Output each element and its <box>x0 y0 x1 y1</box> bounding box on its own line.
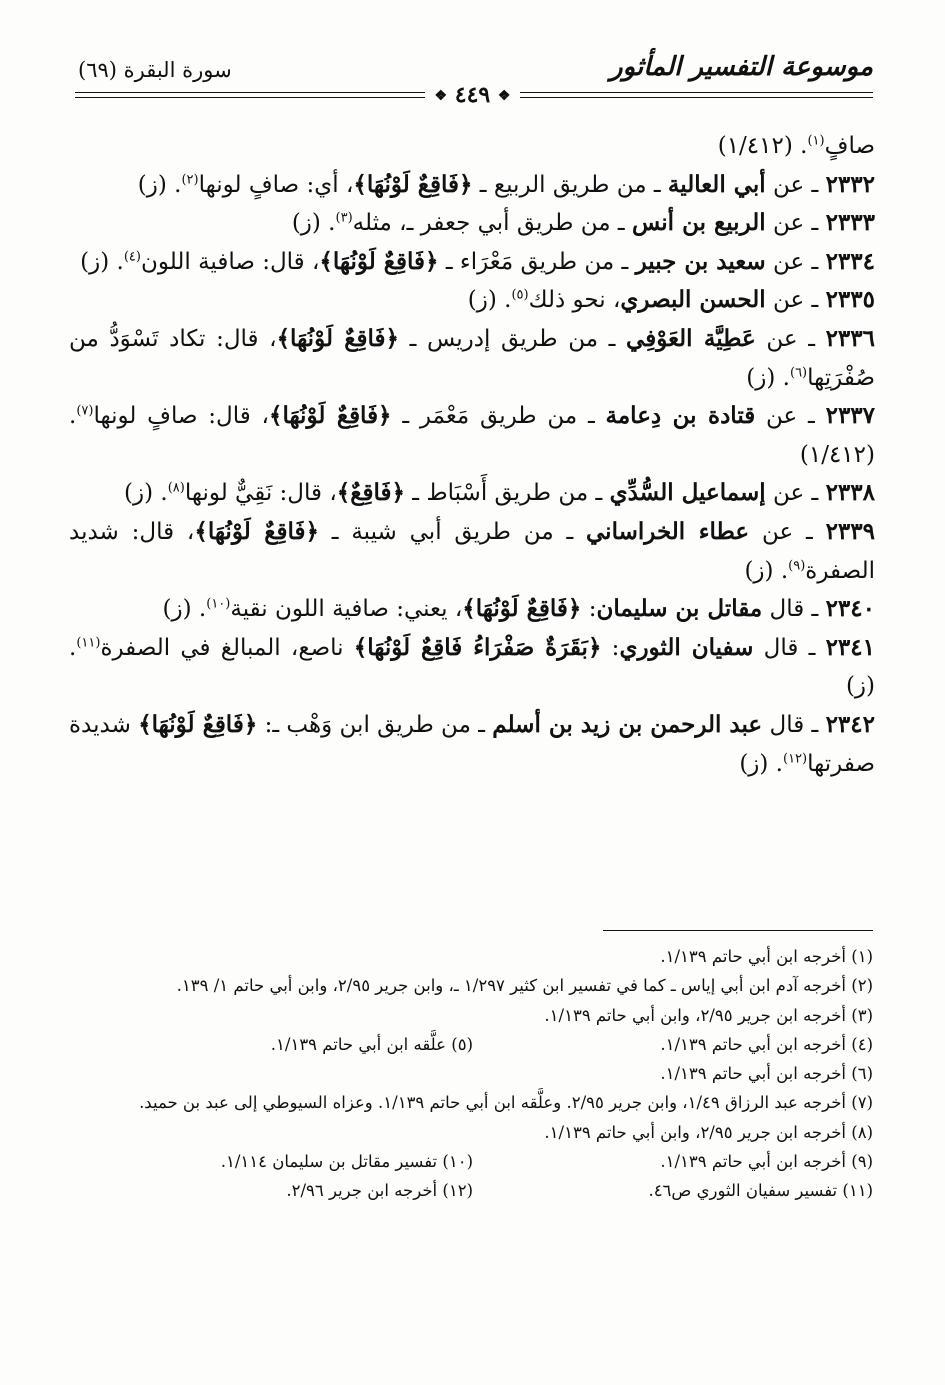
text: ـ قال <box>762 711 826 738</box>
footnote-10: (١٠) تفسير مقاتل بن سليمان ١/١١٤. <box>220 1152 473 1172</box>
entry-2337 <box>69 397 875 474</box>
footnote-ref: (٧) <box>76 403 94 419</box>
entry-number: ٢٣٤٠ <box>825 595 875 623</box>
narrator-name: الحسن البصري <box>620 286 766 314</box>
text: ـ عن <box>755 325 826 352</box>
footnote-4: (٤) أخرجه ابن أبي حاتم ١/١٣٩. <box>660 1034 873 1054</box>
footnote-ref: (١٢) <box>783 750 808 766</box>
footnote-6: (٦) أخرجه ابن أبي حاتم ١/١٣٩. <box>660 1064 873 1084</box>
footnote-ref: (٢) <box>181 171 199 187</box>
text: ، قال: نَقِيٌّ لونها <box>184 480 337 507</box>
text: ـ عن <box>765 171 826 198</box>
footnote-ref: (٦) <box>789 364 808 380</box>
quran-quote: ﴿فَاقِعٌ لَوْنُهَا﴾ <box>276 324 399 352</box>
book-title: موسوعة التفسير المأثور <box>610 52 873 82</box>
footnote-1: (١) أخرجه ابن أبي حاتم ١/١٣٩. <box>660 947 873 966</box>
text: ـ من طريق الربيع ـ <box>472 171 668 198</box>
footnote-ref: (٨) <box>167 480 185 496</box>
entry-2333 <box>69 204 875 243</box>
main-text <box>69 127 875 783</box>
text: ـ من طريق مَعْمَر ـ <box>391 403 606 430</box>
text: ، قال: تكاد تَسْوَدُّ من صُفْرَتِها <box>69 325 875 391</box>
page-number-box <box>0 82 945 108</box>
footnotes <box>73 942 873 1206</box>
text: . (ز) <box>124 480 168 507</box>
page-number <box>425 82 521 108</box>
text: . (ز) <box>137 171 182 198</box>
text: ، أي: صافٍ لونها <box>198 171 354 198</box>
text: . (١/٤١٢) <box>717 133 808 159</box>
footnote-ref: (١) <box>807 133 825 149</box>
narrator-name: عَطِيَّة العَوْفِي <box>626 324 756 352</box>
footnote-3: (٣) أخرجه ابن جرير ٢/٩٥، وابن أبي حاتم ١/١٣٩. <box>544 1005 873 1025</box>
footnote-7: (٧) أخرجه عبد الرزاق ١/٤٩، وابن جرير ٢/٩٥. وعلَّقه ابن أبي حاتم ١/١٣٩. وعزاه السيوطي إلى عبد بن حميد. <box>139 1093 873 1113</box>
text: ـ من طريق مَعْرَاء ـ <box>438 248 636 275</box>
footnote-5: (٥) علَّقه ابن أبي حاتم ١/١٣٩. <box>270 1034 473 1054</box>
text: : <box>581 596 597 623</box>
footnote-ref: (٣) <box>335 210 353 226</box>
quran-quote: ﴿بَقَرَةٌ صَفْرَاءُ فَاقِعٌ لَوْنُهَا﴾ <box>353 633 602 661</box>
footnote-ref: (٤) <box>123 249 141 265</box>
text: ، قال: صافٍ لونها <box>93 403 269 430</box>
footnote-ref: (١٠) <box>206 596 231 612</box>
quran-quote: ﴿فَاقِعٌ لَوْنُهَا﴾ <box>353 170 473 198</box>
narrator-name: قتادة بن دِعامة <box>605 402 756 430</box>
text: : <box>601 634 620 661</box>
text: ـ عن <box>765 248 826 275</box>
surah-reference: سورة البقرة (٦٩) <box>78 58 232 82</box>
entry-number: ٢٣٣٥ <box>825 286 875 314</box>
text: . (ز) <box>744 557 789 584</box>
text: . (ز) <box>80 248 124 275</box>
entry-2341 <box>69 629 875 706</box>
text: ـ عن <box>765 287 826 314</box>
footnote-row <box>73 1030 873 1059</box>
quran-quote: ﴿فَاقِعٌ لَوْنُهَا﴾ <box>319 247 439 275</box>
text: شديدة صفرتها <box>69 711 875 777</box>
text: ـ من طريق أبي جعفر ـ، <box>391 210 632 237</box>
footnote-12: (١٢) أخرجه ابن جرير ٢/٩٦. <box>286 1181 473 1201</box>
quran-quote: ﴿فَاقِعٌ لَوْنُهَا﴾ <box>194 517 319 545</box>
text: . (١/٤١٢) <box>69 403 875 468</box>
entry-2335 <box>69 281 875 320</box>
page-number-value: ٤٤٩ <box>454 82 491 108</box>
footnote-2: (٢) أخرجه آدم ابن أبي إياس ـ كما في تفسير ابن كثير ١/٢٩٧ ـ، وابن جرير ٢/٩٥، وابن أبي حاتم ١/ ١٣٩. <box>176 976 873 996</box>
text: ـ من طريق أَسْبَاط ـ <box>404 480 610 507</box>
text: ، قال: صافية اللون <box>140 248 320 275</box>
narrator-name: عبد الرحمن بن زيد بن أسلم <box>492 710 763 738</box>
quran-quote: ﴿فَاقِعٌ لَوْنُهَا﴾ <box>138 710 258 738</box>
footnote-8: (٨) أخرجه ابن جرير ٢/٩٥، وابن أبي حاتم ١/١٣٩. <box>544 1122 873 1142</box>
text: ـ من طريق أبي شيبة ـ <box>318 518 587 545</box>
narrator-name: عطاء الخراساني <box>586 517 750 545</box>
text: ، <box>605 287 621 314</box>
entry-2338 <box>69 474 875 513</box>
narrator-name: سفيان الثوري <box>619 633 754 661</box>
text: ـ عن <box>749 518 826 545</box>
entry-number: ٢٣٤١ <box>825 633 875 661</box>
narrator-name: الربيع بن أنس <box>631 209 766 237</box>
quran-quote: ﴿فَاقِعٌ لَوْنُهَا﴾ <box>268 402 392 430</box>
footnote-ref: (٥) <box>511 287 529 303</box>
text: . (ز) <box>291 210 336 237</box>
text: نحو ذلك <box>528 287 606 314</box>
text: . (ز) <box>162 596 207 623</box>
entry-number: ٢٣٣٣ <box>825 209 875 237</box>
text: ناصع، المبالغ في الصفرة <box>100 634 354 661</box>
text: ، قال: شديد الصفرة <box>69 518 875 584</box>
entry-number: ٢٣٤٢ <box>825 710 875 738</box>
quran-quote: ﴿فَاقِعٌ لَوْنُهَا﴾ <box>462 595 582 623</box>
entry-2340 <box>69 590 875 629</box>
entry-number: ٢٣٣٢ <box>825 170 875 198</box>
narrator-name: سعيد بن جبير <box>635 247 766 275</box>
quran-quote: ﴿فَاقِعٌ﴾ <box>336 479 405 507</box>
text: . (ز) <box>467 287 512 314</box>
footnote-ref: (٩) <box>788 557 806 573</box>
ornament-icon: ❖ <box>434 88 448 104</box>
entry-2339 <box>69 513 875 590</box>
text: ـ قال <box>762 596 826 623</box>
text: ـ عن <box>765 210 826 237</box>
entry-2332 <box>69 166 875 205</box>
text: . (ز) <box>739 750 783 777</box>
text: ـ من طريق ابن وَهْب ـ: <box>257 711 493 738</box>
paragraph-continuation <box>69 127 875 166</box>
text: ـ عن <box>765 480 826 507</box>
text: ـ عن <box>755 403 826 430</box>
entry-number: ٢٣٣٩ <box>825 517 875 545</box>
footnote-9: (٩) أخرجه ابن أبي حاتم ١/١٣٩. <box>660 1152 873 1172</box>
entry-2336 <box>69 320 875 397</box>
entry-2342 <box>69 706 875 783</box>
text: ـ قال <box>753 634 826 661</box>
text: صافٍ <box>824 133 875 159</box>
narrator-name: مقاتل بن سليمان <box>596 595 763 623</box>
footnote-row <box>73 1176 873 1205</box>
ornament-icon: ❖ <box>497 88 511 104</box>
entry-2334 <box>69 243 875 282</box>
footnote-ref: (١١) <box>76 635 101 651</box>
footnote-11: (١١) تفسير سفيان الثوري ص٤٦. <box>648 1181 873 1201</box>
narrator-name: إسماعيل السُّدِّي <box>609 479 766 507</box>
text: ـ من طريق إدريس ـ <box>398 325 627 352</box>
text: . (ز) <box>746 364 790 391</box>
entry-number: ٢٣٣٧ <box>825 402 876 430</box>
narrator-name: أبي العالية <box>667 170 766 198</box>
entry-number: ٢٣٣٦ <box>825 324 875 352</box>
text: مثله <box>352 210 392 237</box>
text: . (ز) <box>69 634 875 700</box>
text: ، يعني: صافية اللون نقية <box>230 596 463 623</box>
footnote-separator <box>603 930 873 931</box>
footnote-row <box>73 1147 873 1176</box>
entry-number: ٢٣٣٨ <box>825 479 875 507</box>
entry-number: ٢٣٣٤ <box>825 247 875 275</box>
